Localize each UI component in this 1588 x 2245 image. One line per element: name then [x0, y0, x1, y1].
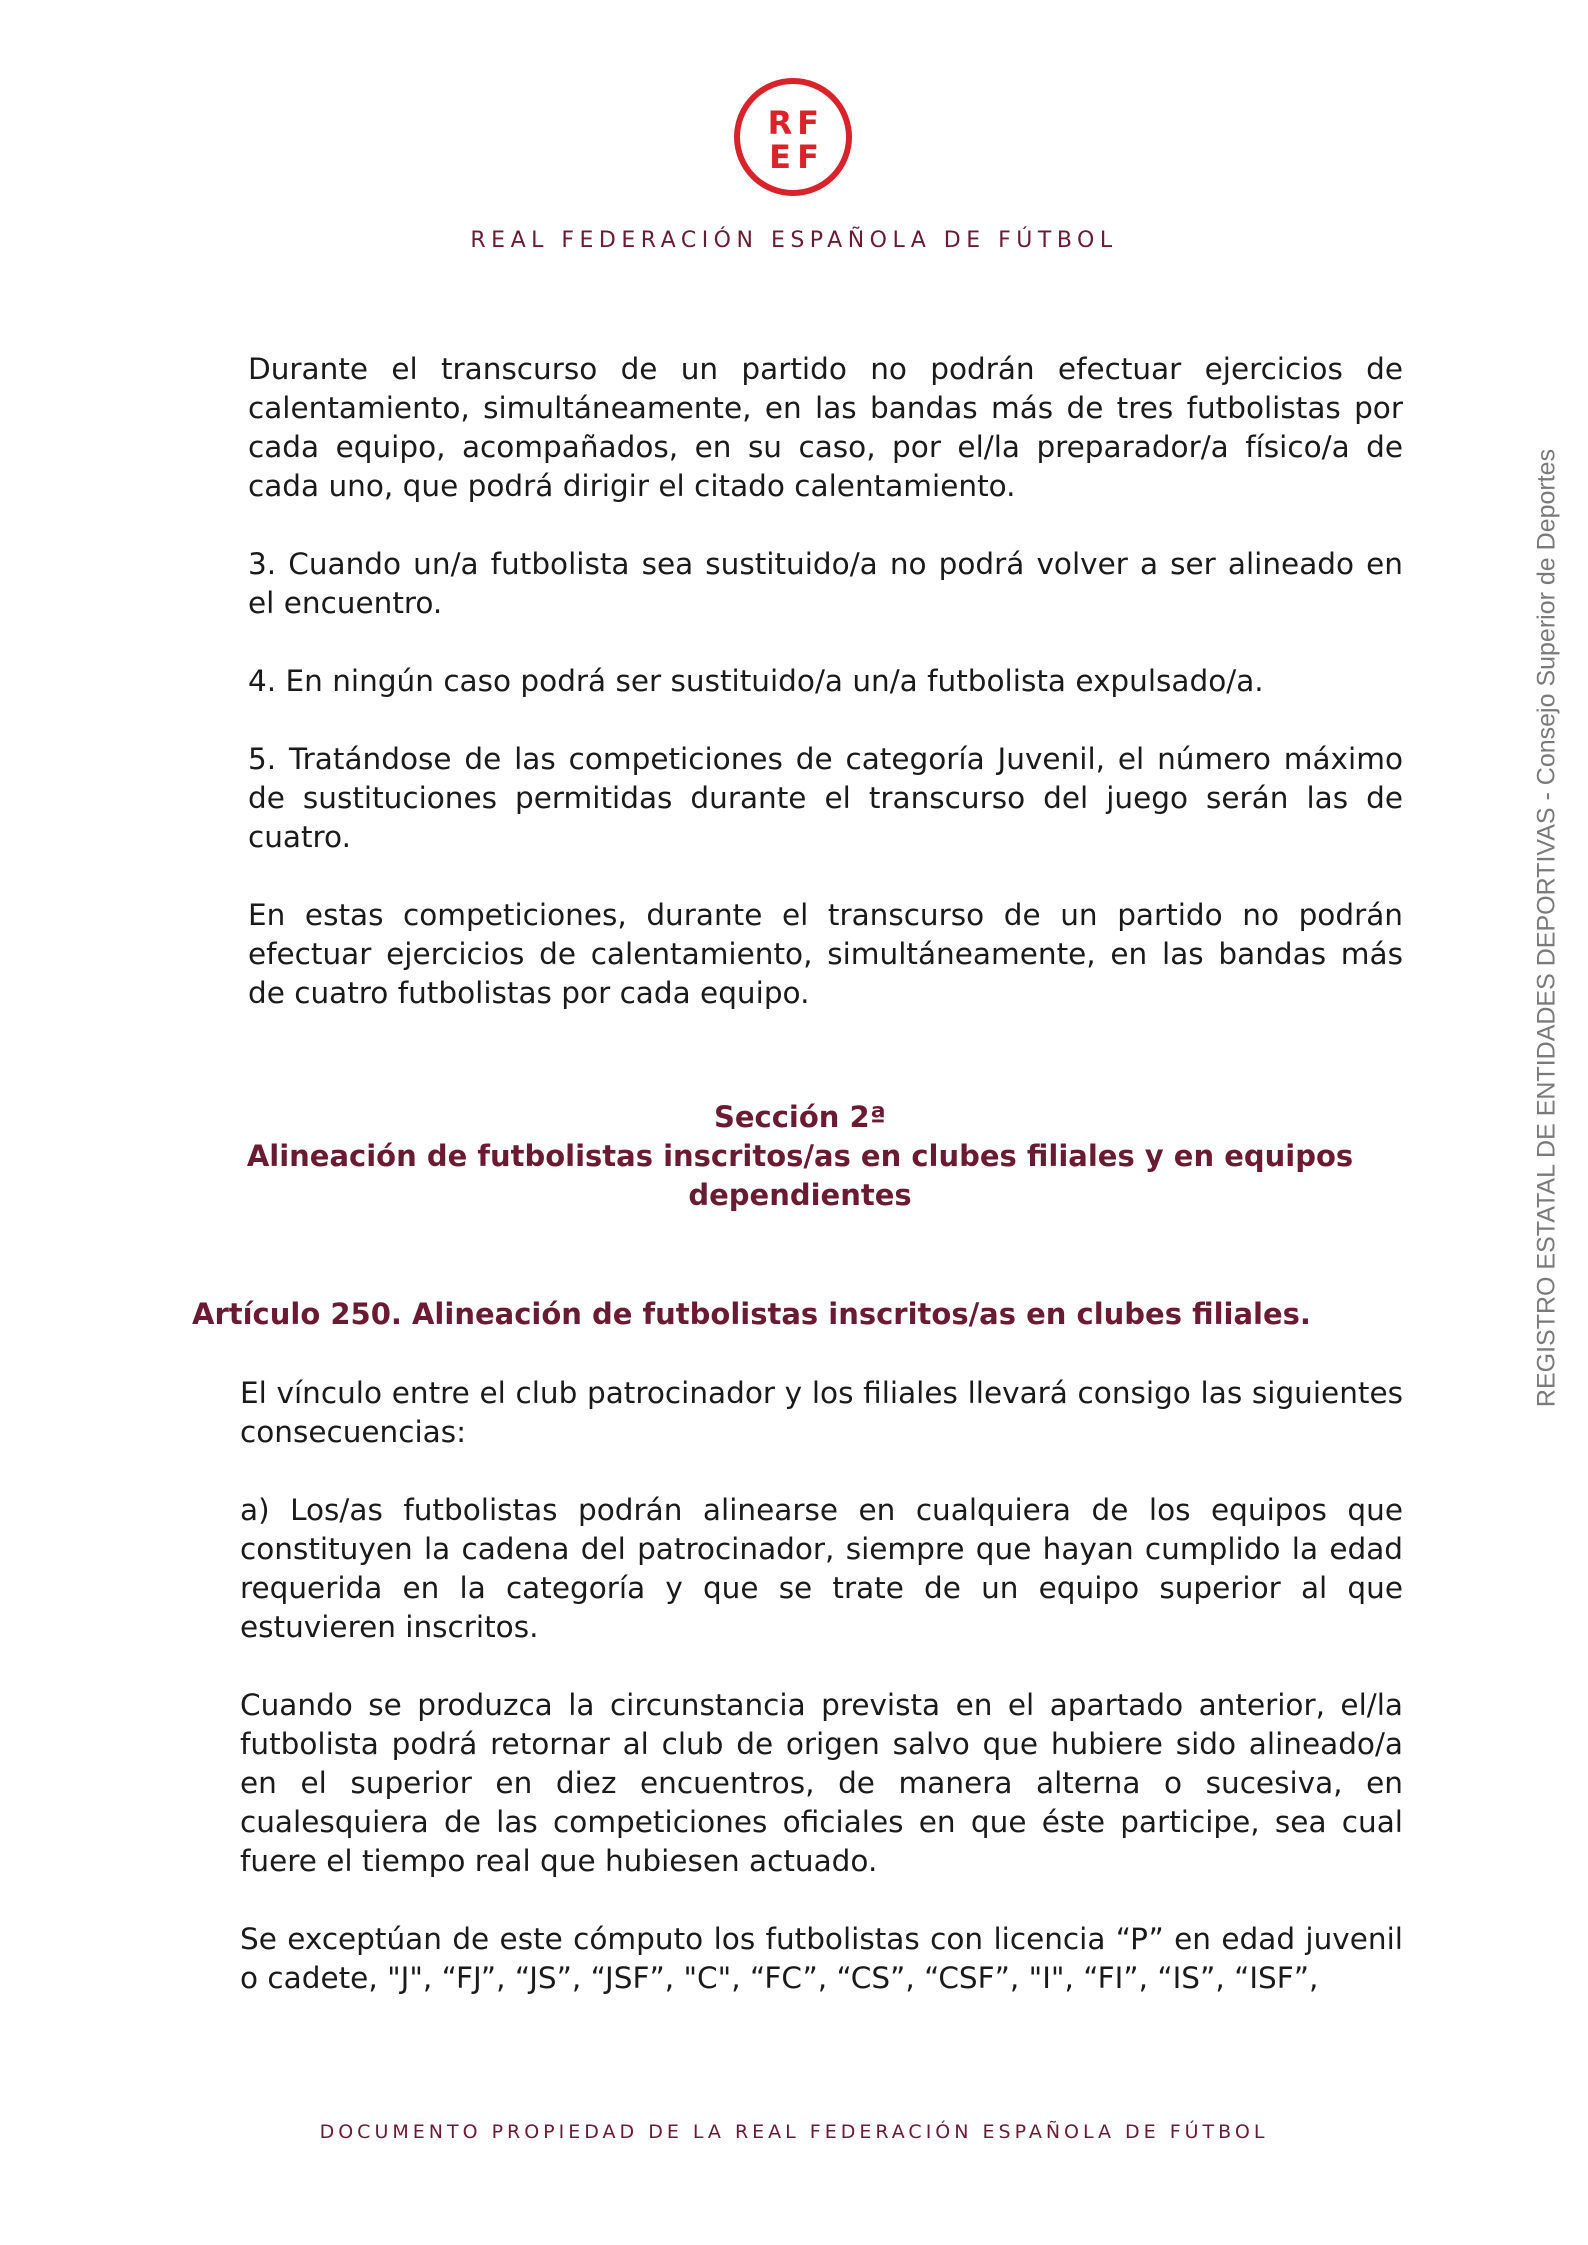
section-title: Alineación de futbolistas inscritos/as en clubes filiales y en equipos dependientes — [246, 1139, 1354, 1212]
section-heading — [230, 1098, 1370, 1215]
organization-name: REAL FEDERACIÓN ESPAÑOLA DE FÚTBOL — [470, 228, 1118, 253]
article-paragraph: Se exceptúan de este cómputo los futbolistas con licencia “P” en edad juvenil o cadete, "J", “FJ”, “JS”, “JSF”, "C", “FC”, “CS”, “CSF”, "I", “FI”, “IS”, “ISF”, — [240, 1922, 1403, 1995]
paragraph: 5. Tratándose de las competiciones de categoría Juvenil, el número máximo de sustituciones permitidas durante el transcurso del juego serán las de cuatro. — [248, 742, 1403, 854]
logo-letter: E — [769, 138, 791, 176]
logo-letter: R — [767, 104, 793, 142]
paragraph: Durante el transcurso de un partido no podrán efectuar ejercicios de calentamiento, simultáneamente, en las bandas más de tres futbolistas por cada equipo, acompañados, en su caso, por el/la preparador/a físico/a de cada uno, que podrá dirigir el citado calentamiento. — [248, 352, 1403, 503]
article-body — [240, 1374, 1403, 2037]
paragraph: 3. Cuando un/a futbolista sea sustituido/a no podrá volver a ser alineado en el encuentro. — [248, 547, 1403, 620]
rfef-logo — [734, 78, 852, 196]
article-paragraph: El vínculo entre el club patrocinador y los filiales llevará consigo las siguientes consecuencias: — [240, 1376, 1403, 1449]
paragraph: 4. En ningún caso podrá ser sustituido/a un/a futbolista expulsado/a. — [248, 664, 1264, 698]
page-footer: DOCUMENTO PROPIEDAD DE LA REAL FEDERACIÓN ESPAÑOLA DE FÚTBOL — [319, 2121, 1269, 2143]
section-number: Sección 2ª — [713, 1100, 887, 1134]
logo-letter: F — [797, 104, 819, 142]
paragraph: En estas competiciones, durante el transcurso de un partido no podrán efectuar ejercicios de calentamiento, simultáneamente, en las bandas más de cuatro futbolistas por cada equipo. — [248, 898, 1403, 1010]
registry-stamp: REGISTRO ESTATAL DE ENTIDADES DEPORTIVAS - Consejo Superior de Deportes — [1532, 448, 1561, 1408]
body-text — [248, 350, 1403, 1052]
article-title: Artículo 250. Alineación de futbolistas inscritos/as en clubes filiales. — [192, 1297, 1311, 1331]
article-paragraph: Cuando se produzca la circunstancia prevista en el apartado anterior, el/la futbolista podrá retornar al club de origen salvo que hubiere sido alineado/a en el superior en diez encuentros, de manera alterna o sucesiva, en cualesquiera de las competiciones oficiales en que éste participe, sea cual fuere el tiempo real que hubiesen actuado. — [240, 1688, 1403, 1878]
article-paragraph: a) Los/as futbolistas podrán alinearse en cualquiera de los equipos que constituyen la cadena del patrocinador, siempre que hayan cumplido la edad requerida en la categoría y que se trate de un equipo superior al que estuvieren inscritos. — [240, 1493, 1403, 1644]
logo-letter: F — [797, 138, 819, 176]
